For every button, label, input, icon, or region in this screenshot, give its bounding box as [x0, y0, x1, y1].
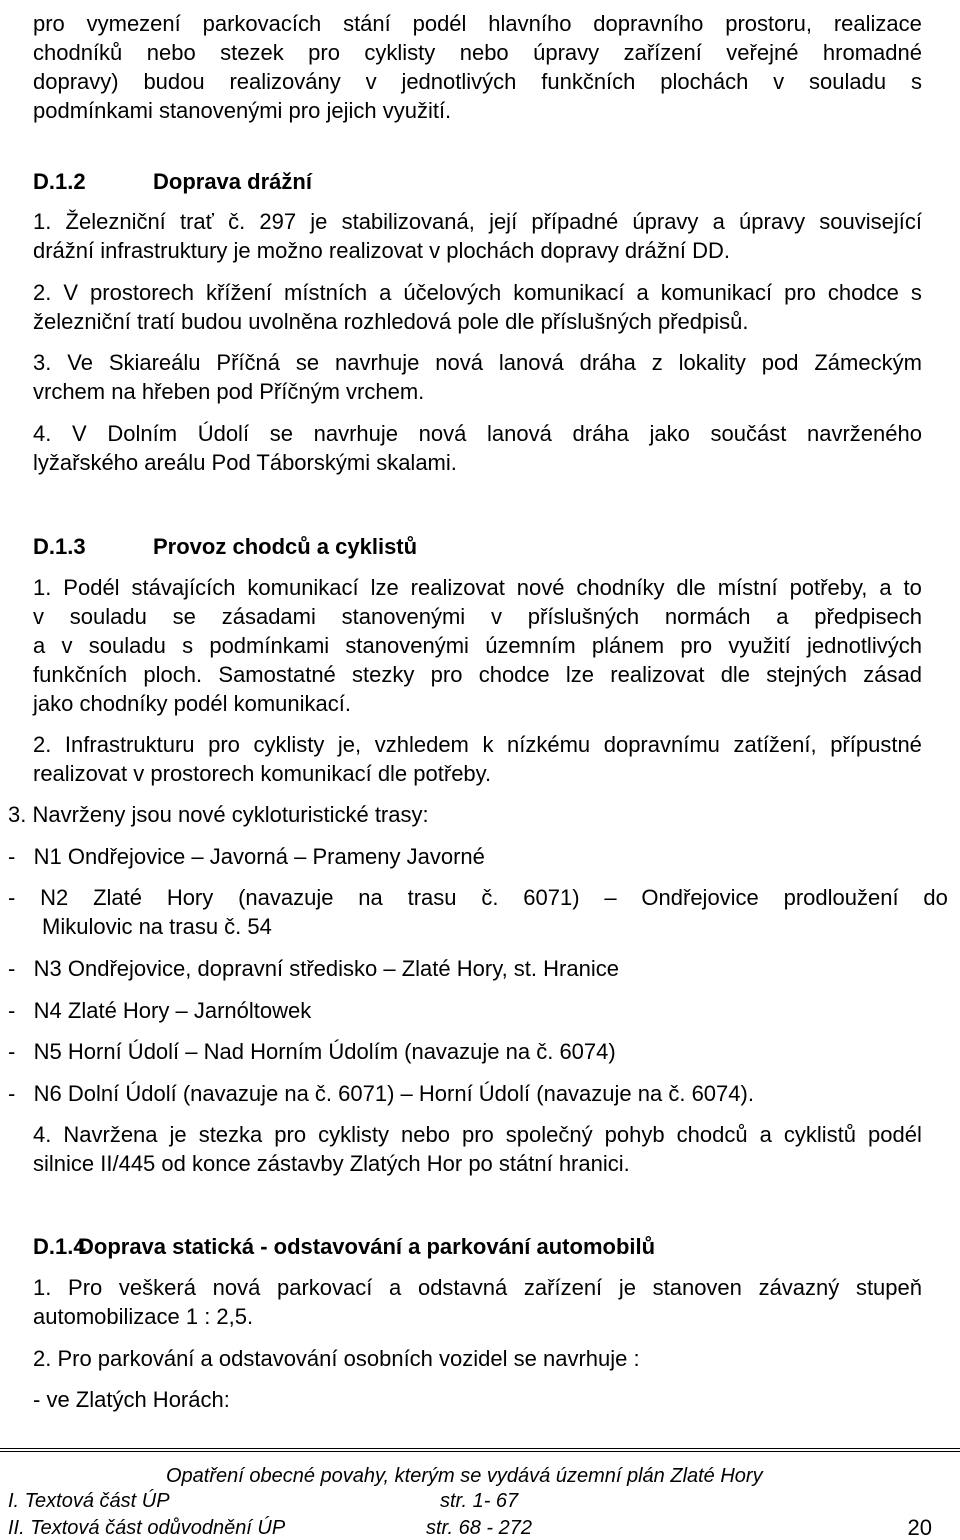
section-title: Doprava statická - odstavování a parkování automobilů: [78, 1234, 656, 1259]
section-number: D.1.3: [33, 534, 86, 559]
text-line: vrchem na hřeben pod Příčným vrchem.: [33, 379, 425, 404]
text-line: 2. V prostorech křížení místních a účelových komunikací a komunikací pro chodce s: [33, 280, 922, 305]
section-title: Doprava drážní: [153, 169, 312, 194]
text-line: 1. Železniční trať č. 297 je stabilizovaná, její případné úpravy a úpravy související: [33, 209, 922, 234]
text-line: - N5 Horní Údolí – Nad Horním Údolím (navazuje na č. 6074): [8, 1039, 616, 1064]
text-line: 4. V Dolním Údolí se navrhuje nová lanová dráha jako součást navrženého: [33, 421, 922, 446]
text-line: - ve Zlatých Horách:: [33, 1387, 230, 1412]
text-line: v souladu se zásadami stanovenými v příslušných normách a předpisech: [33, 604, 922, 629]
text-line: 4. Navržena je stezka pro cyklisty nebo pro společný pohyb chodců a cyklistů podél: [33, 1122, 922, 1147]
section-heading: [33, 167, 312, 196]
text-line: 1. Pro veškerá nová parkovací a odstavná zařízení je stanoven závazný stupeň: [33, 1275, 922, 1300]
text-line: jako chodníky podél komunikací.: [33, 691, 351, 716]
footer-caption: Opatření obecné povahy, kterým se vydává územní plán Zlaté Hory: [166, 1465, 763, 1487]
text-line: automobilizace 1 : 2,5.: [33, 1304, 254, 1329]
text-line: podmínkami stanovenými pro jejich využití.: [33, 98, 452, 123]
text-line: - N1 Ondřejovice – Javorná – Prameny Javorné: [8, 844, 485, 869]
section-title: Provoz chodců a cyklistů: [153, 534, 418, 559]
footer-part-one-pages: str. 1- 67: [440, 1490, 519, 1512]
section-heading: [33, 1232, 655, 1261]
text-line: 1. Podél stávajících komunikací lze realizovat nové chodníky dle místní potřeby, a to: [33, 575, 922, 600]
text-line: - N3 Ondřejovice, dopravní středisko – Zlaté Hory, st. Hranice: [8, 956, 619, 981]
text-line: a v souladu s podmínkami stanovenými územním plánem pro využití jednotlivých: [33, 633, 922, 658]
text-line: lyžařského areálu Pod Táborskými skalami.: [33, 450, 457, 475]
text-line: Mikulovic na trasu č. 54: [42, 914, 272, 939]
footer-part-two-pages: str. 68 - 272: [426, 1517, 532, 1539]
page-number: 20: [907, 1515, 932, 1540]
section-heading: [33, 532, 417, 561]
text-line: dopravy) budou realizovány v jednotlivých funkčních plochách v souladu s: [33, 69, 922, 94]
text-line: - N4 Zlaté Hory – Jarnóltowek: [8, 998, 312, 1023]
text-line: 3. Navrženy jsou nové cykloturistické trasy:: [8, 802, 429, 827]
text-line: drážní infrastruktury je možno realizovat v plochách dopravy drážní DD.: [33, 238, 730, 263]
text-line: funkčních ploch. Samostatné stezky pro chodce lze realizovat dle stejných zásad: [33, 662, 922, 687]
text-line: 2. Pro parkování a odstavování osobních vozidel se navrhuje :: [33, 1346, 640, 1371]
text-line: pro vymezení parkovacích stání podél hlavního dopravního prostoru, realizace: [33, 11, 922, 36]
text-line: realizovat v prostorech komunikací dle potřeby.: [33, 761, 492, 786]
text-line: 3. Ve Skiareálu Příčná se navrhuje nová lanová dráha z lokality pod Zámeckým: [33, 350, 922, 375]
footer-part-two-label: II. Textová část odůvodnění ÚP: [8, 1517, 286, 1539]
text-line: silnice II/445 od konce zástavby Zlatých Hor po státní hranici.: [33, 1151, 630, 1176]
text-line: železniční tratí budou uvolněna rozhledová pole dle příslušných předpisů.: [33, 309, 749, 334]
text-line: 2. Infrastrukturu pro cyklisty je, vzhledem k nízkému dopravnímu zatížení, přípustné: [33, 732, 922, 757]
section-number: D.1.2: [33, 169, 86, 194]
text-line: - N2 Zlaté Hory (navazuje na trasu č. 6071) – Ondřejovice prodloužení do: [8, 885, 948, 910]
footer-rule-inner: [0, 1451, 960, 1452]
text-line: chodníků nebo stezek pro cyklisty nebo úpravy zařízení veřejné hromadné: [33, 40, 922, 65]
footer-rule: [0, 1448, 960, 1449]
footer-part-one-label: I. Textová část ÚP: [8, 1490, 170, 1512]
section-number: D.1.4: [33, 1234, 86, 1259]
text-line: - N6 Dolní Údolí (navazuje na č. 6071) – Horní Údolí (navazuje na č. 6074).: [8, 1081, 754, 1106]
